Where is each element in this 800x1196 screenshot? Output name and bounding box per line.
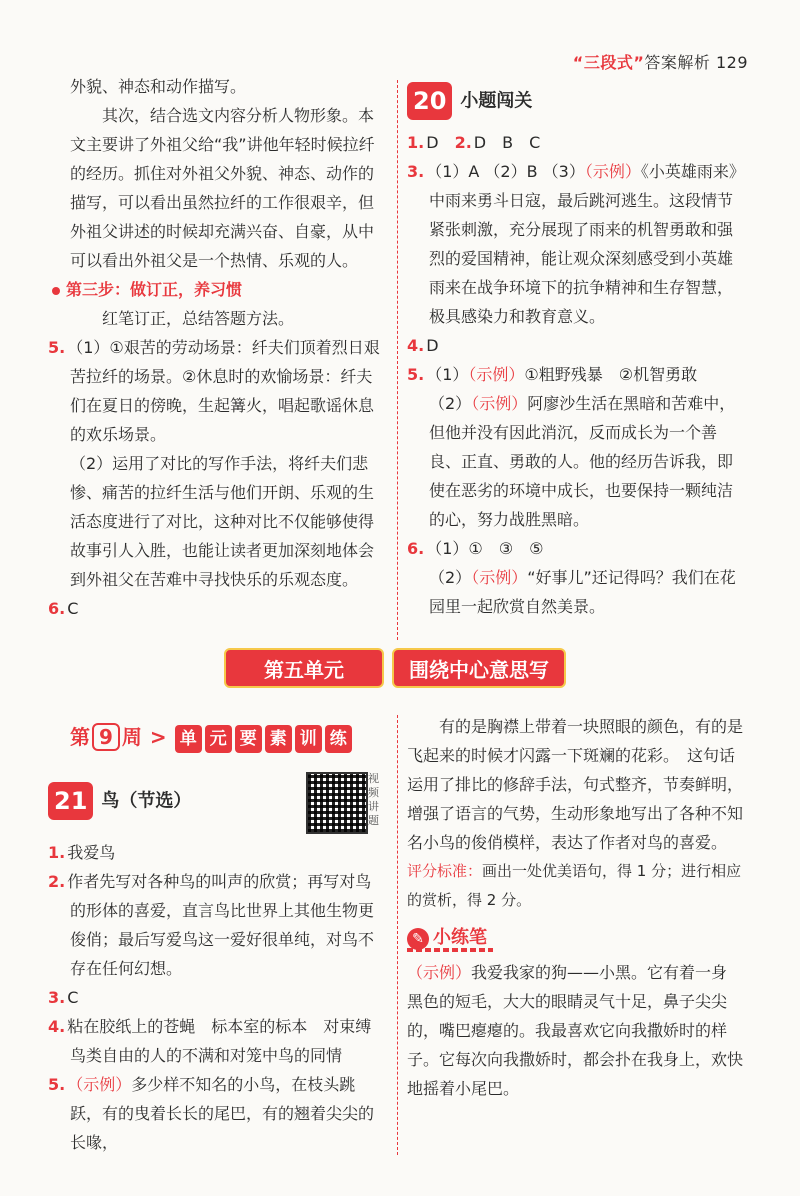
answer-4 [407, 331, 743, 360]
answer-6 [48, 594, 382, 623]
answer-1-2 [407, 128, 743, 157]
answer-text: 我爱鸟 [67, 843, 116, 862]
analysis-paragraph: 其次，结合选文内容分析人物形象。本文主要讲了外祖父给“我”讲他年轻时候拉纤的经历。抓住对外祖父外貌、神态、动作的描写，可以看出虽然拉纤的工作很艰辛，但外祖父讲述的时候却充满兴奋、自豪，从中可以看出外祖父是一个热情、乐观的人。 [70, 106, 375, 270]
brand-quote-close: ” [633, 53, 645, 72]
section-title: 小题闯关 [460, 90, 533, 112]
question-number: 4. [407, 336, 425, 355]
page-number: 129 [715, 53, 748, 72]
practice-title: 小练笔 [433, 927, 487, 948]
answer-4 [48, 1012, 382, 1070]
answer-5-1 [48, 333, 382, 449]
step-label: 第三步：做订正，养习惯 [66, 280, 243, 299]
answer-5 [48, 1070, 382, 1157]
example-tag: （示例） [468, 365, 525, 384]
step-heading [52, 275, 382, 304]
week-suffix: 周 [121, 725, 142, 749]
scoring-text: 画出一处优美语句，得 1 分；进行相应的赏析，得 2 分。 [407, 862, 742, 909]
question-number: 3. [48, 988, 66, 1007]
answer-text: “好事儿”还记得吗？我们在花园里一起欣赏自然美景。 [429, 568, 736, 616]
answer-text: C [67, 988, 79, 1007]
answer-text: （2） [429, 394, 472, 413]
answer-text: 作者先写对各种鸟的叫声的欣赏；再写对鸟的形体的喜爱，直言鸟比世界上其他生物更俊俏；最后写爱鸟这一爱好很单纯，对鸟不存在任何幻想。 [67, 872, 375, 978]
practice-answer [407, 958, 743, 1103]
answer-1 [48, 838, 382, 867]
practice-heading [407, 923, 743, 952]
week-topic-char: 训 [295, 725, 322, 753]
scoring-label: 评分标准： [407, 862, 483, 880]
lesson-badge: 21 [48, 782, 93, 820]
answer-text: 阿廖沙生活在黑暗和苦难中，但他并没有因此消沉，反而成长为一个善良、正直、勇敢的人。他的经历告诉我，即使在恶劣的环境中成长，也要保持一颗纯洁的心，努力战胜黑暗。 [429, 394, 736, 529]
scoring-criteria [407, 857, 743, 915]
answer-6-2 [407, 563, 743, 621]
week-number: 9 [92, 723, 120, 751]
text-line: 外貌、神态和动作描写。 [70, 77, 247, 96]
question-number: 5. [48, 1075, 66, 1094]
page-header [573, 50, 748, 73]
answer-text: 多少样不知名的小鸟，在枝头跳跃，有的曳着长长的尾巴，有的翘着尖尖的长喙， [70, 1075, 375, 1152]
answer-6-1 [407, 534, 743, 563]
question-number: 5. [48, 338, 66, 357]
answer-text: ①粗野残暴 ②机智勇敢 [524, 365, 698, 384]
example-tag: （示例） [584, 162, 641, 181]
week-prefix: 第 [70, 725, 90, 749]
answer-3 [407, 157, 743, 331]
question-number: 5. [407, 365, 425, 384]
answer-text: 《小英雄雨来》中雨来勇斗日寇，最后跳河逃生。这段情节紧张刺激，充分展现了雨来的机智勇敢和强烈的爱国精神，能让观众深刻感受到小英雄雨来在战争环境下的抗争精神和生存智慧，极具感染力和教育意义。 [429, 162, 737, 326]
lesson-title: 鸟（节选） [101, 790, 192, 812]
answer-5-1 [407, 360, 743, 389]
week-topic-char: 元 [205, 725, 232, 753]
answer-text: （1）A （2）B （3） [426, 162, 585, 181]
step-text: 红笔订正，总结答题方法。 [102, 309, 295, 328]
bullet-icon [52, 287, 60, 295]
left-bottom-column [48, 782, 382, 1157]
question-number: 6. [407, 539, 425, 558]
right-top-column [407, 82, 743, 621]
pen-icon: ✎ [407, 928, 429, 950]
question-number: 6. [48, 599, 66, 618]
left-top-column [48, 72, 382, 623]
answer-text: （1）① ③ ⑤ [426, 539, 544, 558]
column-divider-lower [397, 715, 398, 1155]
answer-5-2 [407, 389, 743, 534]
brand-name: 三段式 [583, 53, 634, 72]
section-header [407, 82, 743, 120]
week-topic-char: 素 [265, 725, 292, 753]
answer-text: 粘在胶纸上的苍蝇 标本室的标本 对束缚鸟类自由的人的不满和对笼中鸟的同情 [67, 1017, 372, 1065]
answer-5-continued: 有的是胸襟上带着一块照眼的颜色，有的是飞起来的时候才闪露一下斑斓的花彩。 这句话运用了排比的修辞手法，句式整齐，节奏鲜明，增强了语言的气势，生动形象地写出了各种不知名小鸟的俊俏模样，表达了作者对鸟的喜爱。 [407, 717, 744, 852]
column-divider [397, 80, 398, 640]
unit-number: 第五单元 [224, 648, 384, 688]
answer-text: D [426, 336, 439, 355]
question-number: 1. [407, 133, 425, 152]
example-tag: （示例） [407, 963, 472, 982]
practice-text: 我爱我家的狗——小黑。它有着一身黑色的短毛，大大的眼睛灵气十足，鼻子尖尖的，嘴巴瘪瘪的。我最喜欢它向我撒娇时的样子。它每次向我撒娇时，都会扑在我身上，欢快地摇着小尾巴。 [407, 963, 744, 1098]
example-tag: （示例） [67, 1075, 132, 1094]
unit-theme: 围绕中心意思写 [392, 648, 566, 688]
week-topic-char: 练 [325, 725, 352, 753]
answer-text: C [67, 599, 79, 618]
lesson-header [48, 782, 382, 820]
answer-text: D B C [473, 133, 541, 152]
answer-text: （2） [429, 568, 472, 587]
qr-label: 视频讲题 [368, 772, 379, 827]
week-topic-char: 单 [175, 725, 202, 753]
question-number: 4. [48, 1017, 66, 1036]
answer-3 [48, 983, 382, 1012]
week-topic-char: 要 [235, 725, 262, 753]
brand-quote-open: “ [572, 53, 584, 72]
question-number: 1. [48, 843, 66, 862]
example-tag: （示例） [471, 568, 528, 587]
question-number: 2. [454, 133, 472, 152]
answer-5-2: （2）运用了对比的写作手法，将纤夫们悲惨、痛苦的拉纤生活与他们开朗、乐观的生活态度进行了对比，这种对比不仅能够使得故事引人入胜，也能让读者更加深刻地体会到外祖父在苦难中寻找快乐的乐观态度。 [70, 454, 375, 589]
unit-banner [224, 648, 566, 690]
example-tag: （示例） [471, 394, 528, 413]
question-number: 3. [407, 162, 425, 181]
answer-2 [48, 867, 382, 983]
right-bottom-column [407, 712, 743, 1103]
header-title: 答案解析 [644, 53, 711, 72]
week-heading [70, 720, 355, 754]
section-badge: 20 [407, 82, 452, 120]
chevron-right-icon: > [149, 725, 167, 749]
answer-text: （1）①艰苦的劳动场景：纤夫们顶着烈日艰苦拉纤的场景。②休息时的欢愉场景：纤夫们在夏日的傍晚，生起篝火，唱起歌谣休息的欢乐场景。 [67, 338, 380, 444]
answer-text: D [426, 133, 439, 152]
answer-text: （1） [426, 365, 469, 384]
question-number: 2. [48, 872, 66, 891]
